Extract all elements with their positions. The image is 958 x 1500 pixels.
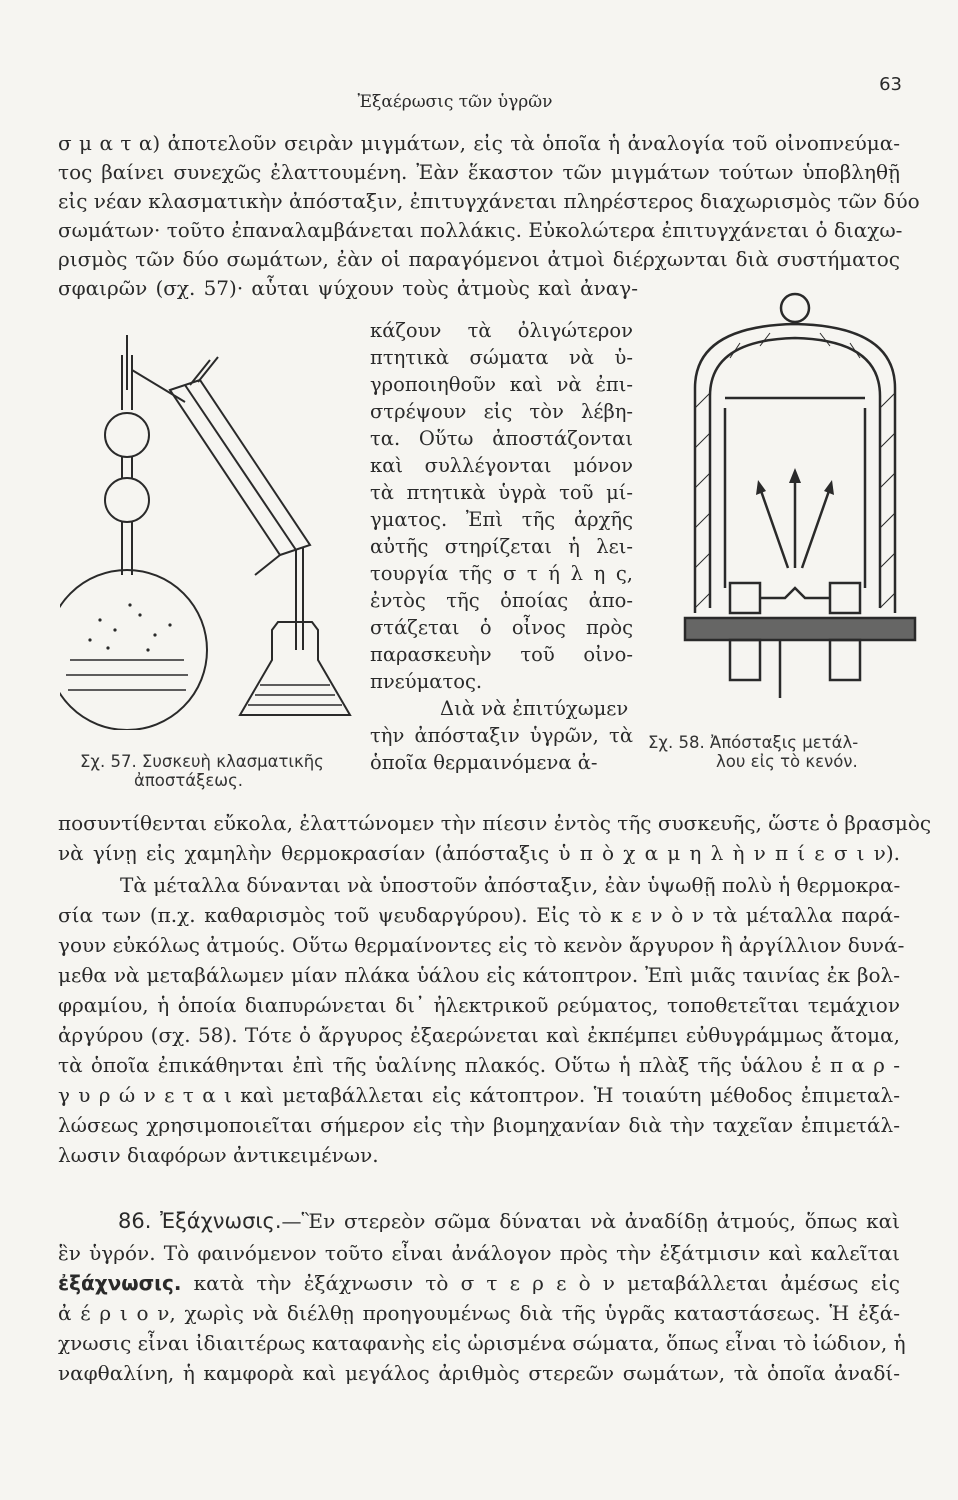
- page-number: 63: [879, 74, 902, 95]
- text-line: ἀργύρου (σχ. 58). Τότε ὁ ἄργυρος ἐξαερώνεται καὶ ἐκπέμπει εὐθυγράμμως ἄτομα,: [58, 1023, 900, 1047]
- column-line: πνεύματος.: [370, 670, 483, 693]
- text-line: εἰς νέαν κλασματικὴν ἀπόσταξιν, ἐπιτυγχάνεται πληρέστερος διαχωρισμὸς τῶν δύο: [58, 189, 920, 213]
- column-line: παρασκευὴν τοῦ οἰνο-: [370, 643, 633, 666]
- column-line: αὐτῆς στηρίζεται ἡ λει-: [370, 535, 633, 558]
- column-line: κάζουν τὰ ὀλιγώτερον: [370, 319, 633, 342]
- column-line: τὰ πτητικὰ ὑγρὰ τοῦ μί-: [370, 481, 633, 504]
- text-line: ἀ έ ρ ι ο ν, χωρὶς νὰ διέλθῃ προηγουμένως διὰ τῆς ὑγρᾶς καταστάσεως. Ἡ ἐξά-: [58, 1301, 900, 1325]
- column-line: γροποιηθοῦν καὶ νὰ ἐπι-: [370, 373, 633, 396]
- section-title: Ἐξάχνωσις.: [160, 1209, 282, 1233]
- section-number: 86.: [118, 1209, 152, 1233]
- text-line: σφαιρῶν (σχ. 57)· αὗται ψύχουν τοὺς ἀτμοὺς καὶ ἀναγ-: [58, 276, 638, 300]
- section-86-first-line: [118, 1208, 900, 1234]
- column-line: στρέψουν εἰς τὸν λέβη-: [370, 400, 633, 423]
- figure-57-caption-line1: Σχ. 57. Συσκευὴ κλασματικῆς: [80, 752, 324, 771]
- figure-57-caption-line2: ἀποστάξεως.: [134, 771, 244, 790]
- text-line: λώσεως χρησιμοποιεῖται σήμερον εἰς τὴν βιομηχανίαν διὰ τὴν ταχεῖαν ἐπιμετάλ-: [58, 1113, 900, 1137]
- text-line: νὰ γίνῃ εἰς χαμηλὴν θερμοκρασίαν (ἀπόσταξις ὑ π ὸ χ α μ η λ ὴ ν π ί ε σ ι ν).: [58, 841, 900, 865]
- text-line: ναφθαλίνη, ἡ καμφορὰ καὶ μεγάλος ἀριθμὸς στερεῶν σωμάτων, τὰ ὁποῖα ἀναδί-: [58, 1361, 900, 1385]
- text-line: τὰ ὁποῖα ἐπικάθηνται ἐπὶ τῆς ὑαλίνης πλακός. Οὕτω ἡ πλὰξ τῆς ὑάλου ἐ π α ρ -: [58, 1053, 900, 1077]
- text-fragment: κατὰ τὴν ἐξάχνωσιν τὸ σ τ ε ρ ε ὸ ν μεταβάλλεται ἀμέσως εἰς: [193, 1271, 901, 1295]
- column-line: στάζεται ὁ οἶνος πρὸς: [370, 616, 633, 639]
- column-line: Διὰ νὰ ἐπιτύχωμεν: [440, 697, 629, 720]
- column-line: τὴν ἀπόσταξιν ὑγρῶν, τὰ: [370, 724, 633, 747]
- running-header: Ἐξαέρωσις τῶν ὑγρῶν: [357, 92, 553, 112]
- text-line: ἓν ὑγρόν. Τὸ φαινόμενον τοῦτο εἶναι ἀνάλογον πρὸς τὴν ἐξάτμισιν καὶ καλεῖται: [58, 1241, 900, 1265]
- column-line: πτητικὰ σώματα νὰ ὑ-: [370, 346, 633, 369]
- text-line: σ μ α τ α) ἀποτελοῦν σειρὰν μιγμάτων, εἰς τὰ ὁποῖα ἡ ἀναλογία τοῦ οἰνοπνεύμα-: [58, 131, 900, 155]
- fractional-distillation-figure: [60, 330, 360, 730]
- text-line: λωσιν διαφόρων ἀντικειμένων.: [58, 1143, 379, 1167]
- text-line: φραμίου, ἡ ὁποία διαπυρώνεται δι᾽ ἠλεκτρικοῦ ρεύματος, τοποθετεῖται τεμάχιον: [58, 993, 900, 1017]
- text-line: γουν εὐκόλως ἀτμούς. Οὕτω θερμαίνοντες εἰς τὸ κενὸν ἄργυρον ἢ ἀργίλλιον δυνά-: [58, 933, 905, 957]
- text-line: γ υ ρ ώ ν ε τ α ι καὶ μεταβάλλεται εἰς κάτοπτρον. Ἡ τοιαύτη μέθοδος ἐπιμεταλ-: [58, 1083, 900, 1107]
- text-line: μεθα νὰ μεταβάλωμεν μίαν πλάκα ὑάλου εἰς κάτοπτρον. Ἐπὶ μιᾶς ταινίας ἐκ βολ-: [58, 963, 900, 987]
- text-line: τος βαίνει συνεχῶς ἐλαττουμένη. Ἐὰν ἕκαστον τῶν μιγμάτων τούτων ὑποβληθῇ: [58, 160, 900, 184]
- section-86-text: —Ἓν στερεὸν σῶμα δύναται νὰ ἀναδίδῃ ἀτμούς, ὅπως καὶ: [281, 1209, 901, 1233]
- figure-58-caption-line2: λου εἰς τὸ κενόν.: [716, 752, 858, 771]
- column-line: τα. Οὕτω ἀποστάζονται: [370, 427, 633, 450]
- vacuum-bell-jar-figure: [680, 288, 920, 718]
- bold-term: ἐξάχνωσις.: [58, 1271, 182, 1295]
- section-86-line-with-term: [58, 1270, 900, 1296]
- text-line: Τὰ μέταλλα δύνανται νὰ ὑποστοῦν ἀπόσταξιν, ἐὰν ὑψωθῇ πολὺ ἡ θερμοκρα-: [120, 873, 901, 897]
- text-line: σωμάτων· τοῦτο ἐπαναλαμβάνεται πολλάκις. Εὐκολώτερα ἐπιτυγχάνεται ὁ διαχω-: [58, 218, 903, 242]
- figure-58-caption-line1: Σχ. 58. Ἀπόσταξις μετάλ-: [648, 733, 859, 752]
- text-line: χνωσις εἶναι ἰδιαιτέρως καταφανὴς εἰς ὡρισμένα σώματα, ὅπως εἶναι τὸ ἰώδιον, ἡ: [58, 1331, 906, 1355]
- column-line: τουργία τῆς σ τ ή λ η ς,: [370, 562, 633, 585]
- text-line: σία των (π.χ. καθαρισμὸς τοῦ ψευδαργύρου). Εἰς τὸ κ ε ν ὸ ν τὰ μέταλλα παρά-: [58, 903, 900, 927]
- column-line: καὶ συλλέγονται μόνον: [370, 454, 633, 477]
- column-line: ὁποῖα θερμαινόμενα ἀ-: [370, 751, 598, 774]
- text-line: ποσυντίθενται εὔκολα, ἐλαττώνομεν τὴν πίεσιν ἐντὸς τῆς συσκευῆς, ὥστε ὁ βρασμὸς: [58, 811, 932, 835]
- text-line: ρισμὸς τῶν δύο σωμάτων, ἐὰν οἱ παραγόμενοι ἀτμοὶ διέρχωνται διὰ συστήματος: [58, 247, 900, 271]
- column-line: γματος. Ἐπὶ τῆς ἀρχῆς: [370, 508, 633, 531]
- column-line: ἐντὸς τῆς ὁποίας ἀπο-: [370, 589, 633, 612]
